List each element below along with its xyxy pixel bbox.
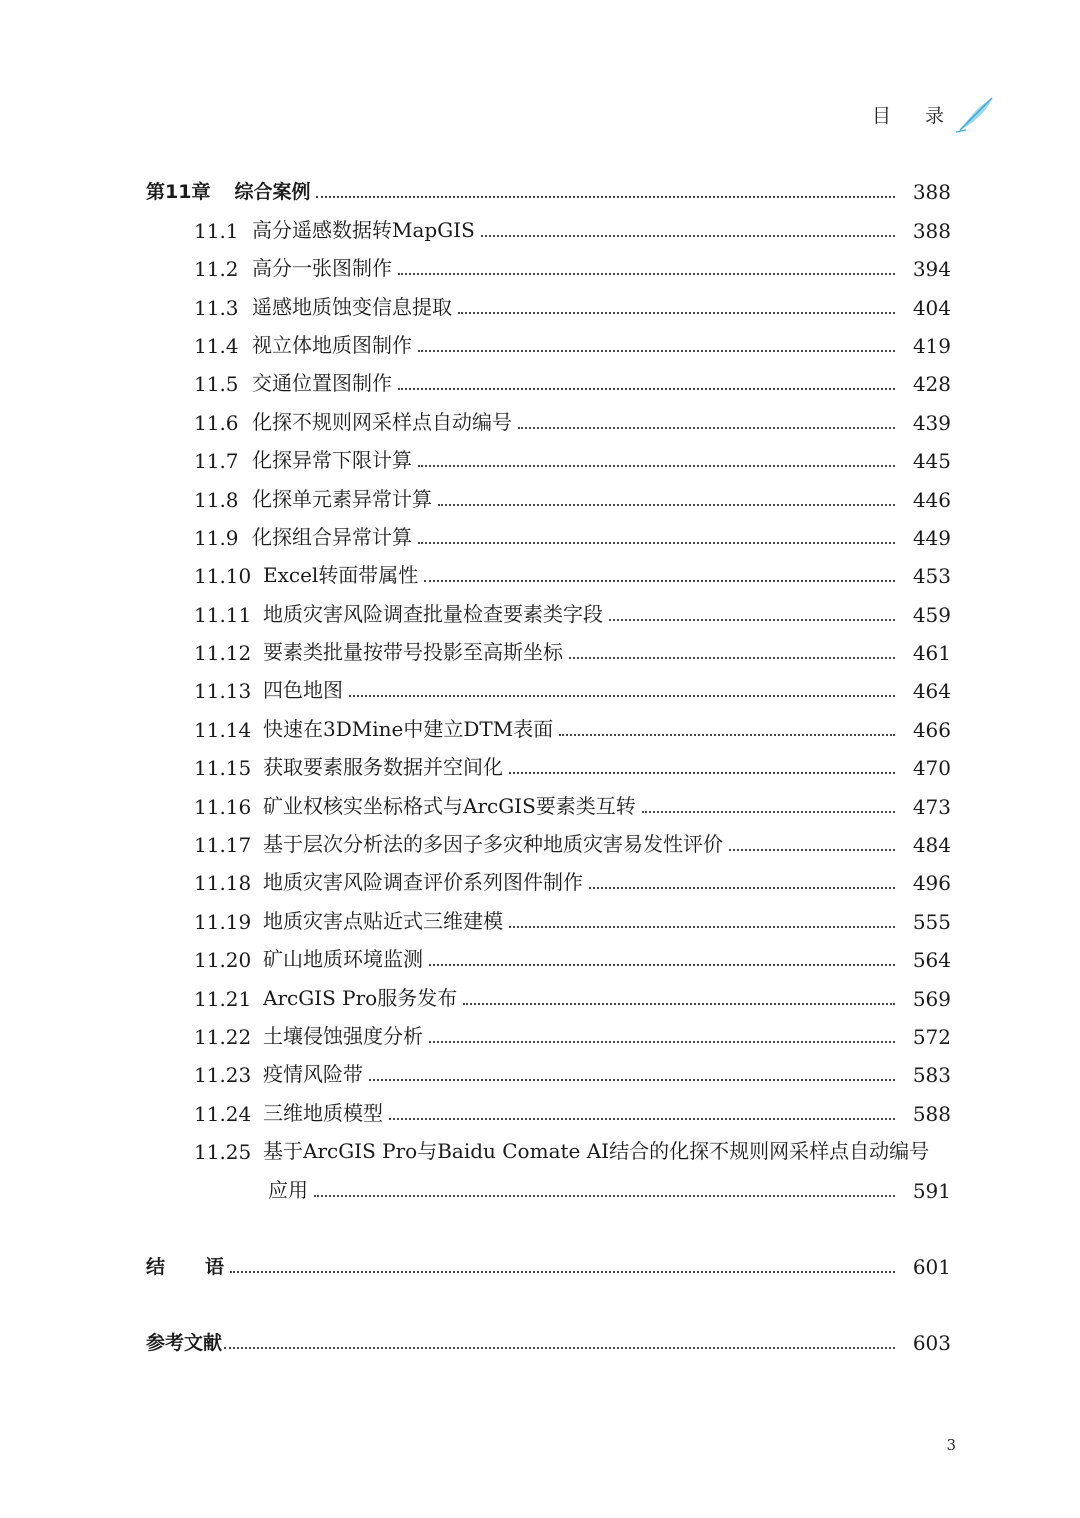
section-page: 428 <box>912 372 951 397</box>
dot-leader <box>314 1195 895 1197</box>
dot-leader <box>418 542 895 544</box>
references-title: 参考文献 <box>146 1332 223 1355</box>
dot-leader <box>418 350 895 352</box>
dot-leader <box>398 388 895 390</box>
section-number: 11.12 <box>194 641 252 666</box>
section-title: 化探异常下限计算 <box>252 448 412 473</box>
toc-section-row[interactable] <box>146 934 951 972</box>
section-title: 高分遥感数据转MapGIS <box>252 217 475 242</box>
section-number: 11.19 <box>194 909 252 934</box>
section-page: 449 <box>912 525 951 550</box>
dot-leader <box>458 312 895 314</box>
table-of-contents <box>146 166 951 1355</box>
toc-section-row[interactable] <box>146 972 951 1010</box>
dot-leader <box>369 1079 895 1081</box>
toc-section-row[interactable] <box>146 588 951 626</box>
section-number: 11.23 <box>194 1063 252 1088</box>
section-number: 11.16 <box>194 794 252 819</box>
dot-leader <box>438 504 895 506</box>
toc-section-row[interactable] <box>146 895 951 933</box>
section-page: 464 <box>912 679 951 704</box>
section-number: 11.5 <box>194 372 239 397</box>
section-page: 583 <box>912 1063 951 1088</box>
section-title: 四色地图 <box>263 678 343 703</box>
section-number: 11.10 <box>194 564 252 589</box>
dot-leader <box>518 427 895 429</box>
dot-leader <box>424 580 895 582</box>
section-number: 11.18 <box>194 871 252 896</box>
section-page: 419 <box>912 333 951 358</box>
section-number: 11.9 <box>194 525 239 550</box>
section-title: 交通位置图制作 <box>252 371 392 396</box>
toc-section-row[interactable] <box>146 742 951 780</box>
section-number: 11.7 <box>194 449 239 474</box>
section-title-continued: 应用 <box>268 1177 308 1202</box>
section-title: 化探不规则网采样点自动编号 <box>252 409 512 434</box>
dot-leader <box>389 1118 895 1120</box>
dot-leader <box>481 235 895 237</box>
section-number: 11.11 <box>194 602 252 627</box>
section-title: Excel转面带属性 <box>263 563 419 588</box>
section-title: 矿山地质环境监测 <box>263 947 423 972</box>
section-number: 11.13 <box>194 679 252 704</box>
toc-section-row[interactable] <box>146 473 951 511</box>
section-page: 555 <box>912 909 951 934</box>
quill-pen-icon <box>954 94 996 134</box>
section-page: 439 <box>912 410 951 435</box>
toc-section-row[interactable] <box>146 1011 951 1049</box>
section-page: 569 <box>912 986 951 1011</box>
dot-leader <box>224 1347 895 1349</box>
section-title: 要素类批量按带号投影至高斯坐标 <box>263 640 563 665</box>
section-page: 470 <box>912 756 951 781</box>
section-page: 572 <box>912 1024 951 1049</box>
toc-section-row[interactable] <box>146 320 951 358</box>
dot-leader <box>429 964 895 966</box>
toc-section-row[interactable] <box>146 703 951 741</box>
section-title: 快速在3DMine中建立DTM表面 <box>263 716 554 741</box>
dot-leader <box>463 1003 895 1005</box>
section-number: 11.3 <box>194 295 239 320</box>
section-number: 11.24 <box>194 1101 252 1126</box>
dot-leader <box>349 695 895 697</box>
section-title: 基于ArcGIS Pro与Baidu Comate AI结合的化探不规则网采样点自动编号 <box>263 1139 930 1164</box>
section-number: 11.17 <box>194 833 252 858</box>
closing-page: 601 <box>912 1254 951 1279</box>
toc-section-row[interactable] <box>146 358 951 396</box>
section-title: 视立体地质图制作 <box>252 332 412 357</box>
toc-section-continuation[interactable] <box>146 1164 951 1202</box>
section-page: 484 <box>912 833 951 858</box>
toc-section-row[interactable] <box>146 204 951 242</box>
dot-leader <box>316 196 894 198</box>
section-number: 11.2 <box>194 257 239 282</box>
dot-leader <box>230 1271 895 1273</box>
toc-section-row[interactable] <box>146 857 951 895</box>
dot-leader <box>398 273 895 275</box>
toc-section-row[interactable] <box>146 435 951 473</box>
section-page: 453 <box>912 564 951 589</box>
section-title: 矿业权核实坐标格式与ArcGIS要素类互转 <box>263 793 636 818</box>
section-number: 11.6 <box>194 410 239 435</box>
section-page: 564 <box>912 948 951 973</box>
section-title: 高分一张图制作 <box>252 256 392 281</box>
section-page: 461 <box>912 641 951 666</box>
section-page: 473 <box>912 794 951 819</box>
toc-section-row[interactable] <box>146 627 951 665</box>
section-number: 11.22 <box>194 1024 252 1049</box>
section-title: 遥感地质蚀变信息提取 <box>252 294 452 319</box>
section-page: 404 <box>912 295 951 320</box>
toc-section-row[interactable] <box>146 243 951 281</box>
section-number: 11.4 <box>194 333 239 358</box>
running-header <box>872 94 996 134</box>
dot-leader <box>729 849 895 851</box>
chapter-page: 388 <box>912 180 951 205</box>
section-page: 394 <box>912 257 951 282</box>
section-number: 11.25 <box>194 1140 252 1165</box>
section-title: 地质灾害风险调查批量检查要素类字段 <box>263 601 603 626</box>
dot-leader <box>609 619 895 621</box>
section-title: 基于层次分析法的多因子多灾种地质灾害易发性评价 <box>263 832 723 857</box>
section-number: 11.20 <box>194 948 252 973</box>
section-title: 化探单元素异常计算 <box>252 486 432 511</box>
toc-section-row[interactable] <box>146 1049 951 1087</box>
dot-leader <box>569 657 895 659</box>
section-number: 11.15 <box>194 756 252 781</box>
dot-leader <box>418 465 895 467</box>
toc-section-row[interactable] <box>146 1126 951 1164</box>
toc-chapter-row[interactable] <box>146 166 951 204</box>
dot-leader <box>559 734 895 736</box>
section-title: 获取要素服务数据并空间化 <box>263 755 503 780</box>
chapter-number: 第11章 <box>146 181 211 204</box>
section-page: 459 <box>912 602 951 627</box>
dot-leader <box>589 887 895 889</box>
dot-leader <box>642 811 895 813</box>
references-page: 603 <box>912 1331 951 1356</box>
dot-leader <box>429 1041 895 1043</box>
toc-section-row[interactable] <box>146 1087 951 1125</box>
section-title: 土壤侵蚀强度分析 <box>263 1023 423 1048</box>
dot-leader <box>509 772 895 774</box>
section-page: 446 <box>912 487 951 512</box>
toc-closing-row[interactable] <box>146 1241 951 1279</box>
toc-section-row[interactable] <box>146 665 951 703</box>
section-title: 疫情风险带 <box>263 1062 363 1087</box>
section-page: 466 <box>912 717 951 742</box>
toc-section-row[interactable] <box>146 780 951 818</box>
section-page: 588 <box>912 1101 951 1126</box>
toc-references-row[interactable] <box>146 1317 951 1355</box>
header-title: 目 录 <box>871 104 958 127</box>
dot-leader <box>509 926 895 928</box>
section-number: 11.21 <box>194 986 252 1011</box>
section-number: 11.14 <box>194 717 252 742</box>
section-title: 地质灾害风险调查评价系列图件制作 <box>263 870 583 895</box>
chapter-title: 综合案例 <box>234 181 311 204</box>
section-page: 388 <box>912 218 951 243</box>
toc-section-row[interactable] <box>146 512 951 550</box>
closing-title: 结语 <box>146 1255 265 1278</box>
toc-section-row[interactable] <box>146 819 951 857</box>
toc-section-row[interactable] <box>146 396 951 434</box>
section-number: 11.1 <box>194 218 239 243</box>
section-title: 三维地质模型 <box>263 1100 383 1125</box>
section-title: 化探组合异常计算 <box>252 524 412 549</box>
section-title: 地质灾害点贴近式三维建模 <box>263 908 503 933</box>
section-number: 11.8 <box>194 487 239 512</box>
toc-section-row[interactable] <box>146 550 951 588</box>
toc-section-row[interactable] <box>146 281 951 319</box>
section-page: 591 <box>912 1178 951 1203</box>
section-title: ArcGIS Pro服务发布 <box>263 985 458 1010</box>
section-page: 445 <box>912 449 951 474</box>
page-number: 3 <box>946 1436 956 1454</box>
section-page: 496 <box>912 871 951 896</box>
